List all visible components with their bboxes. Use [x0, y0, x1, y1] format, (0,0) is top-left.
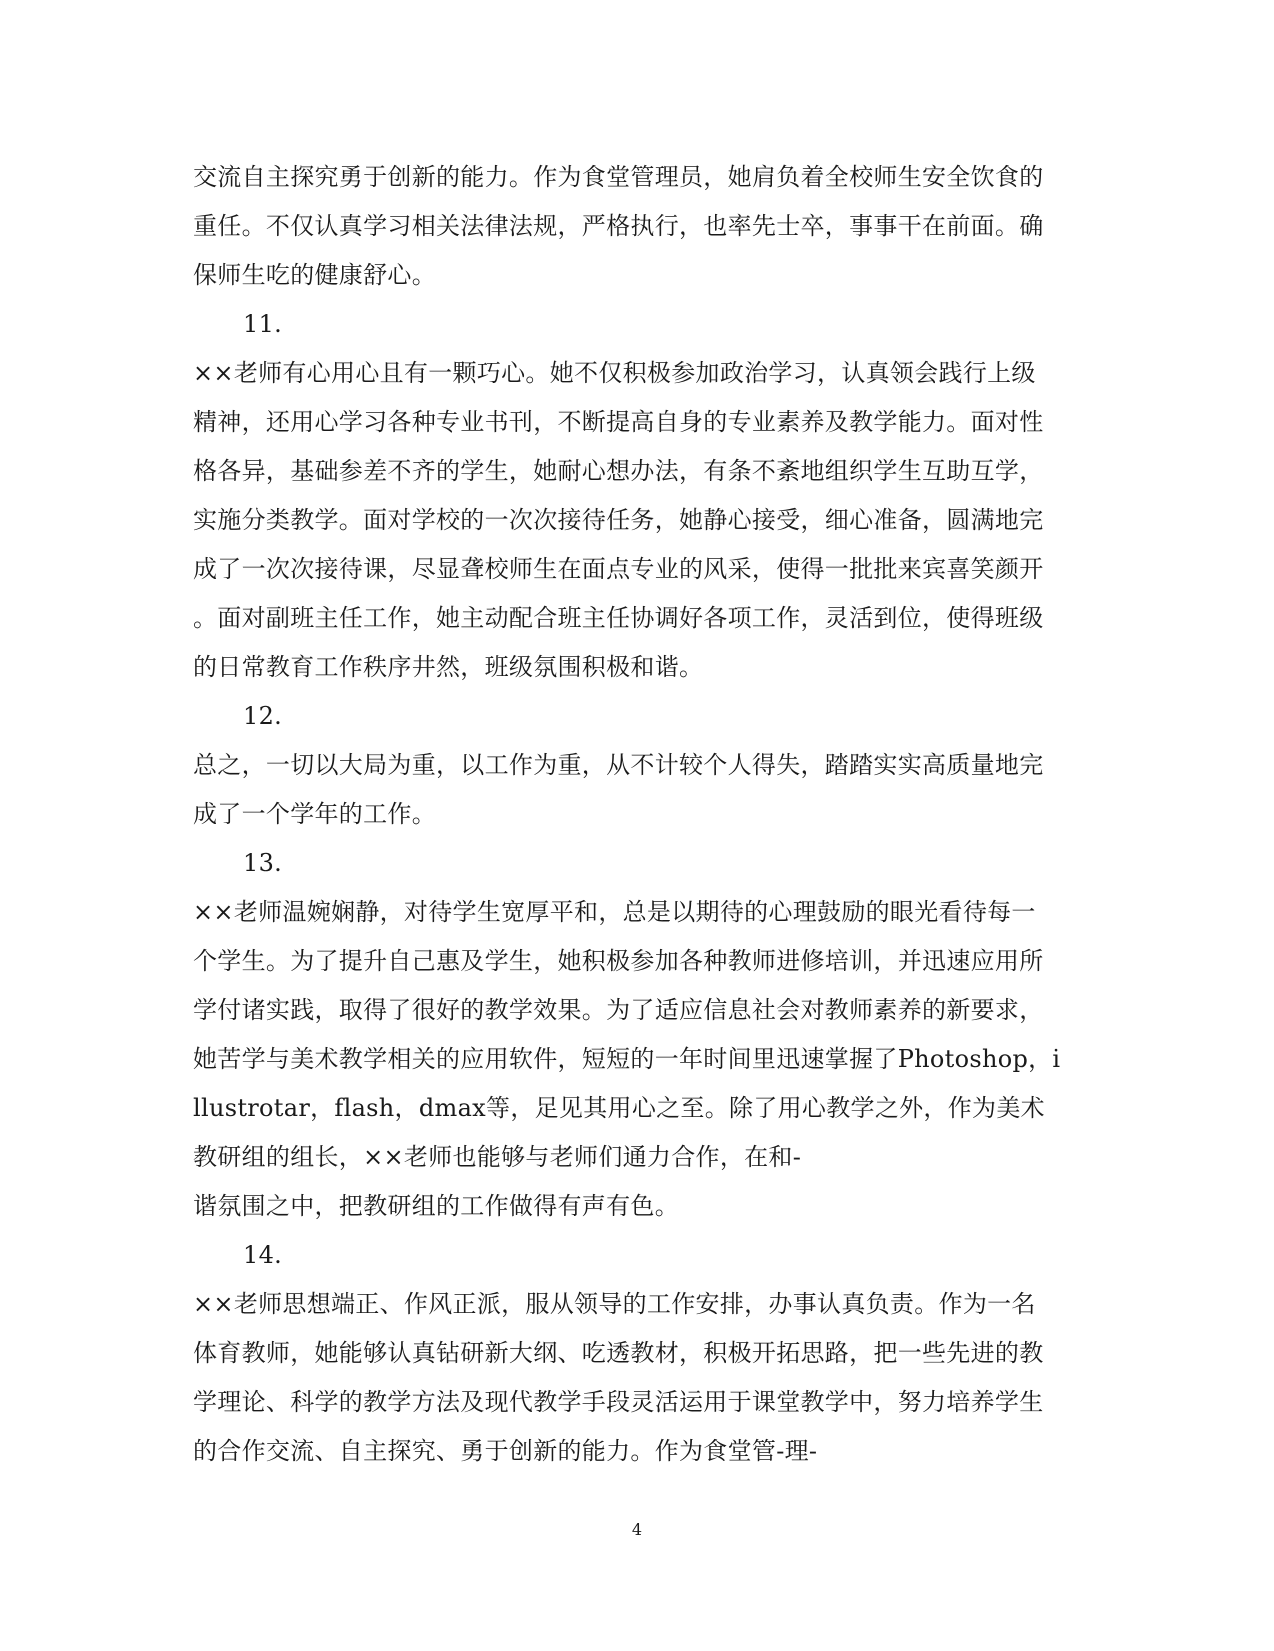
paragraph-line: llustrotar，flash，dmax等，足见其用心之至。除了用心教学之外，作为美术: [193, 1094, 1045, 1122]
item-number: 14.: [243, 1241, 283, 1269]
item-number: 11.: [243, 310, 283, 338]
paragraph-line: 总之，一切以大局为重，以工作为重，从不计较个人得失，踏踏实实高质量地完: [193, 751, 1044, 779]
document-body: [193, 153, 1073, 1476]
paragraph-line: 重任。不仅认真学习相关法律法规，严格执行，也率先士卒，事事干在前面。确: [193, 212, 1044, 240]
paragraph-line: 谐氛围之中，把教研组的工作做得有声有色。: [193, 1192, 679, 1220]
paragraph-line: 格各异，基础参差不齐的学生，她耐心想办法，有条不紊地组织学生互助互学，: [193, 457, 1044, 485]
paragraph-line: 教研组的组长，××老师也能够与老师们通力合作，在和-: [193, 1143, 802, 1171]
paragraph-line: 精神，还用心学习各种专业书刊，不断提高自身的专业素养及教学能力。面对性: [193, 408, 1044, 436]
paragraph-line: 实施分类教学。面对学校的一次次接待任务，她静心接受，细心准备，圆满地完: [193, 506, 1044, 534]
paragraph-line: ××老师思想端正、作风正派，服从领导的工作安排，办事认真负责。作为一名: [193, 1290, 1036, 1318]
paragraph-line: 她苦学与美术教学相关的应用软件，短短的一年时间里迅速掌握了Photoshop，i: [193, 1045, 1061, 1073]
paragraph-line: 交流自主探究勇于创新的能力。作为食堂管理员，她肩负着全校师生安全饮食的: [193, 163, 1044, 191]
paragraph-line: 的日常教育工作秩序井然，班级氛围积极和谐。: [193, 653, 704, 681]
paragraph-line: 保师生吃的健康舒心。: [193, 261, 436, 289]
paragraph-line: 学理论、科学的教学方法及现代教学手段灵活运用于课堂教学中，努力培养学生: [193, 1388, 1044, 1416]
item-number: 13.: [243, 849, 283, 877]
paragraph-line: 成了一个学年的工作。: [193, 800, 436, 828]
paragraph-line: 成了一次次接待课，尽显聋校师生在面点专业的风采，使得一批批来宾喜笑颜开: [193, 555, 1044, 583]
paragraph-line: 体育教师，她能够认真钻研新大纲、吃透教材，积极开拓思路，把一些先进的教: [193, 1339, 1044, 1367]
item-number: 12.: [243, 702, 283, 730]
paragraph-line: 学付诸实践，取得了很好的教学效果。为了适应信息社会对教师素养的新要求，: [193, 996, 1044, 1024]
paragraph-line: 个学生。为了提升自己惠及学生，她积极参加各种教师进修培训，并迅速应用所: [193, 947, 1044, 975]
paragraph-line: 的合作交流、自主探究、勇于创新的能力。作为食堂管-理-: [193, 1437, 818, 1465]
paragraph-line: 。面对副班主任工作，她主动配合班主任协调好各项工作，灵活到位，使得班级: [193, 604, 1044, 632]
page-number: 4: [631, 1520, 643, 1539]
paragraph-line: ××老师有心用心且有一颗巧心。她不仅积极参加政治学习，认真领会践行上级: [193, 359, 1036, 387]
paragraph-line: ××老师温婉娴静，对待学生宽厚平和，总是以期待的心理鼓励的眼光看待每一: [193, 898, 1036, 926]
